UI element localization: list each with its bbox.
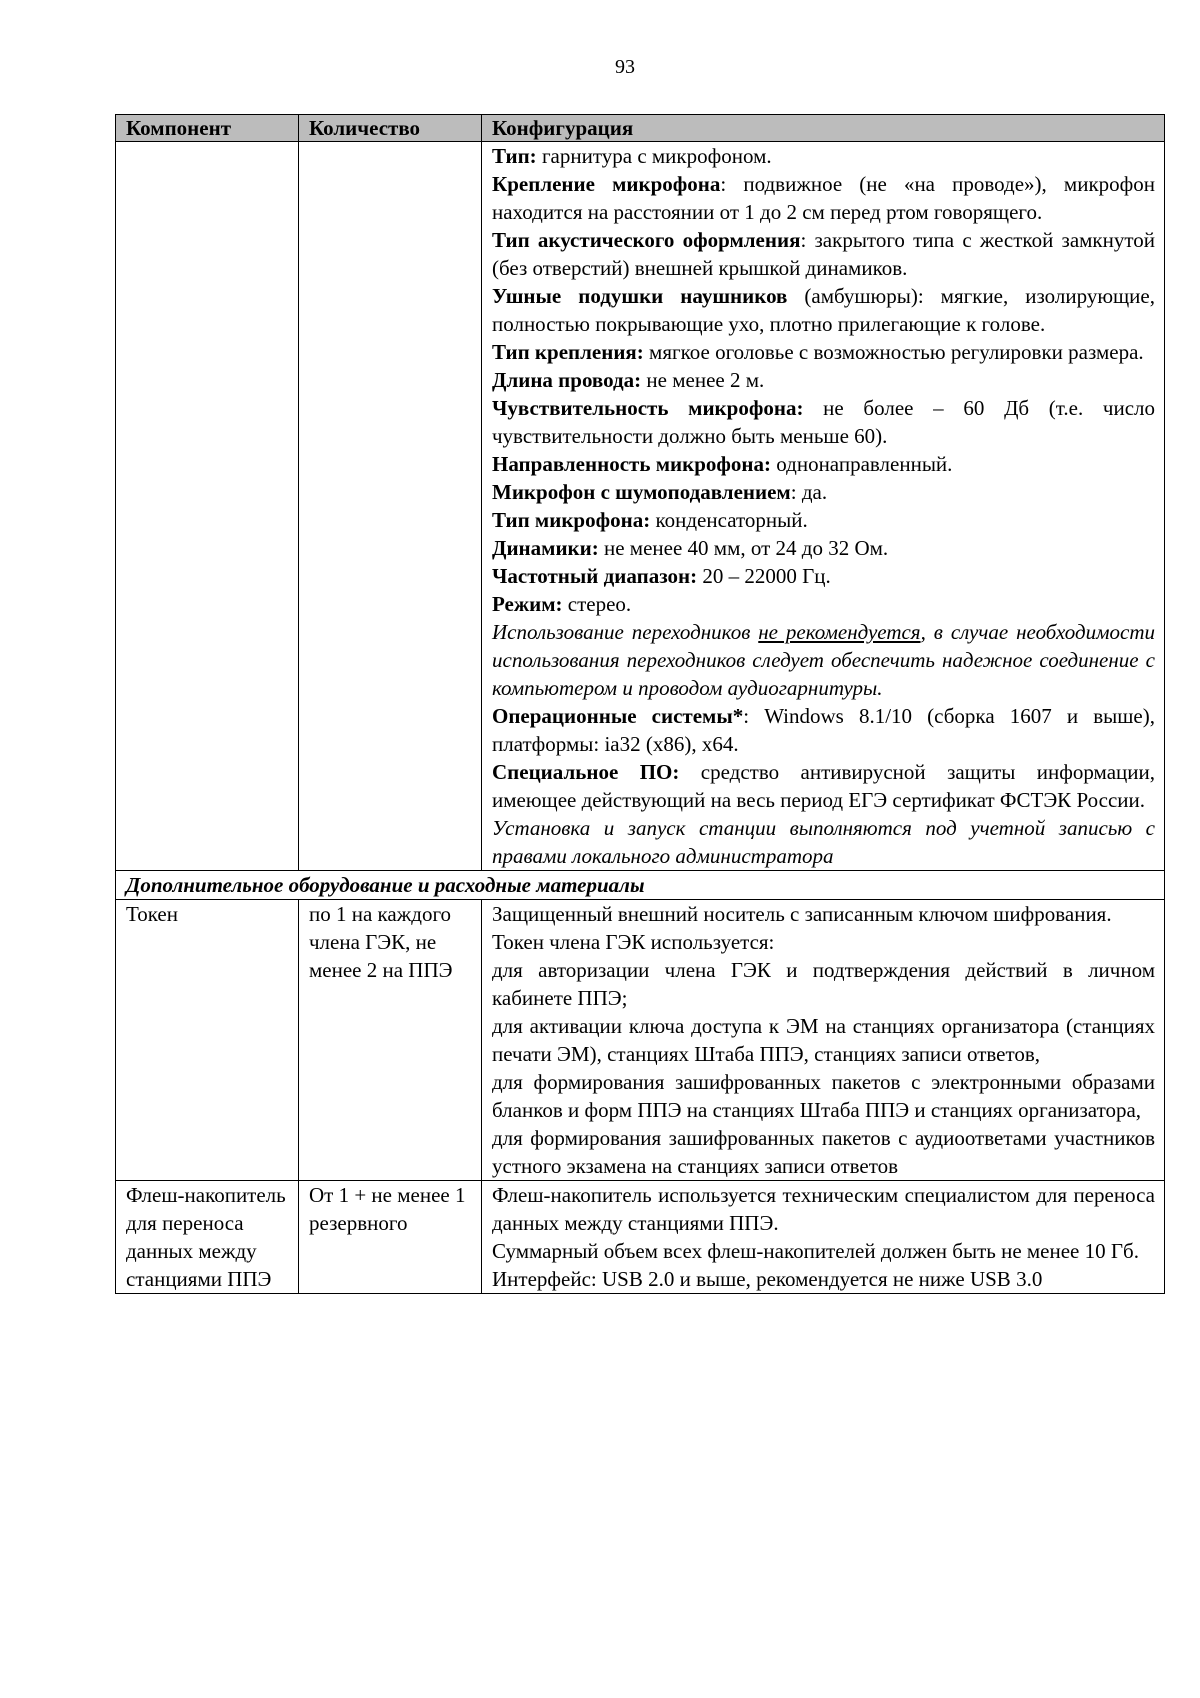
page-number: 93 bbox=[615, 56, 635, 78]
token-config-cell bbox=[482, 900, 1165, 1181]
flash-config-line: Флеш-накопитель используется техническим специалистом для переноса данных между станциями ППЭ. bbox=[492, 1183, 1155, 1235]
headset-spec-text: не более – 60 Дб (т.е. число чувствительности должно быть меньше 60). bbox=[492, 396, 1155, 448]
headset-spec-label: Динамики: bbox=[492, 536, 599, 560]
equipment-spec-table bbox=[115, 114, 1165, 1294]
flash-component: Флеш-накопитель для переноса данных между станциями ППЭ bbox=[116, 1181, 299, 1294]
adapters-note bbox=[492, 618, 1155, 702]
headset-spec-label: Тип крепления: bbox=[492, 340, 644, 364]
headset-spec-label: Частотный диапазон: bbox=[492, 564, 698, 588]
adapters-note-underlined: не рекомендуется bbox=[758, 620, 921, 644]
headset-spec-item bbox=[492, 170, 1155, 226]
os-spec bbox=[492, 702, 1155, 758]
table-header-row bbox=[116, 115, 1165, 142]
headset-spec-item bbox=[492, 450, 1155, 478]
adapters-note-before: Использование переходников bbox=[492, 620, 759, 644]
headset-spec-label: Тип: bbox=[492, 144, 537, 168]
token-component: Токен bbox=[116, 900, 299, 1181]
headset-spec-label: Направленность микрофона: bbox=[492, 452, 771, 476]
os-text: : Windows 8.1/10 (сборка 1607 и выше), платформы: ia32 (x86), x64. bbox=[492, 704, 1155, 756]
software-text: средство антивирусной защиты информации, имеющее действующий на весь период ЕГЭ сертификат ФСТЭК России. bbox=[492, 760, 1155, 812]
token-config-line: для авторизации члена ГЭК и подтверждения действий в личном кабинете ППЭ; bbox=[492, 958, 1155, 1010]
headset-spec-text: конденсаторный. bbox=[650, 508, 808, 532]
headset-spec-text: : подвижное (не «на проводе»), микрофон находится на расстоянии от 1 до 2 см перед ртом говорящего. bbox=[492, 172, 1155, 224]
software-label: Специальное ПО: bbox=[492, 760, 680, 784]
table-row-flash bbox=[116, 1181, 1165, 1294]
flash-quantity: От 1 + не менее 1 резервного bbox=[299, 1181, 482, 1294]
headset-spec-item bbox=[492, 534, 1155, 562]
header-quantity: Количество bbox=[299, 115, 482, 142]
headset-spec-text: : закрытого типа с жесткой замкнутой (без отверстий) внешней крышкой динамиков. bbox=[492, 228, 1156, 280]
headset-spec-text: гарнитура с микрофоном. bbox=[536, 144, 772, 168]
token-config-line: Токен члена ГЭК используется: bbox=[492, 930, 775, 954]
table-row-headset bbox=[116, 142, 1165, 871]
headset-spec-label: Чувствительность микрофона: bbox=[492, 396, 804, 420]
header-component: Компонент bbox=[116, 115, 299, 142]
software-spec bbox=[492, 758, 1155, 814]
headset-spec-label: Микрофон с шумоподавлением bbox=[492, 480, 791, 504]
headset-spec-item bbox=[492, 590, 1155, 618]
headset-spec-label: Режим: bbox=[492, 592, 563, 616]
headset-spec-item bbox=[492, 226, 1155, 282]
install-note: Установка и запуск станции выполняются под учетной записью с правами локального администратора bbox=[492, 816, 1155, 868]
headset-spec-item bbox=[492, 478, 1155, 506]
headset-spec-text: не менее 40 мм, от 24 до 32 Ом. bbox=[598, 536, 889, 560]
headset-config-cell bbox=[482, 142, 1165, 871]
flash-config-line: Интерфейс: USB 2.0 и выше, рекомендуется не ниже USB 3.0 bbox=[492, 1267, 1043, 1291]
headset-spec-label: Ушные подушки наушников bbox=[492, 284, 788, 308]
headset-quantity-cell bbox=[299, 142, 482, 871]
headset-spec-text: : да. bbox=[790, 480, 828, 504]
headset-spec-item bbox=[492, 338, 1155, 366]
headset-spec-label: Тип микрофона: bbox=[492, 508, 651, 532]
adapters-note-after: , в случае необходимости использования переходников следует обеспечить надежное соединение с компьютером и проводом аудиогарнитуры. bbox=[492, 620, 1155, 700]
headset-spec-text: однонаправленный. bbox=[771, 452, 953, 476]
headset-spec-text: 20 – 22000 Гц. bbox=[697, 564, 831, 588]
headset-spec-text: мягкое оголовье с возможностью регулировки размера. bbox=[643, 340, 1144, 364]
headset-spec-item bbox=[492, 366, 1155, 394]
headset-spec-text: стерео. bbox=[562, 592, 632, 616]
header-configuration: Конфигурация bbox=[482, 115, 1165, 142]
token-config-line: для формирования зашифрованных пакетов с аудиоответами участников устного экзамена на станциях записи ответов bbox=[492, 1126, 1155, 1178]
headset-spec-item bbox=[492, 282, 1155, 338]
flash-config-cell bbox=[482, 1181, 1165, 1294]
headset-spec-text: не менее 2 м. bbox=[641, 368, 765, 392]
token-config-line: для формирования зашифрованных пакетов с электронными образами бланков и форм ППЭ на станциях Штаба ППЭ и станциях организатора, bbox=[492, 1070, 1155, 1122]
headset-spec-item bbox=[492, 506, 1155, 534]
token-config-line: для активации ключа доступа к ЭМ на станциях организатора (станциях печати ЭМ), станциях Штаба ППЭ, станциях записи ответов, bbox=[492, 1014, 1155, 1066]
table-row-token bbox=[116, 900, 1165, 1181]
headset-spec-label: Длина провода: bbox=[492, 368, 642, 392]
token-quantity: по 1 на каждого члена ГЭК, не менее 2 на ППЭ bbox=[299, 900, 482, 1181]
headset-spec-text: (амбушюры): мягкие, изолирующие, полностью покрывающие ухо, плотно прилегающие к голове. bbox=[492, 284, 1155, 336]
headset-spec-item bbox=[492, 394, 1155, 450]
headset-component-cell bbox=[116, 142, 299, 871]
os-label: Операционные системы* bbox=[492, 704, 744, 728]
headset-spec-item bbox=[492, 142, 1155, 170]
token-config-line: Защищенный внешний носитель с записанным ключом шифрования. bbox=[492, 902, 1112, 926]
section-row bbox=[116, 871, 1165, 900]
headset-spec-label: Тип акустического оформления bbox=[492, 228, 801, 252]
section-title: Дополнительное оборудование и расходные материалы bbox=[116, 871, 1165, 900]
headset-spec-list bbox=[492, 142, 1155, 618]
headset-spec-label: Крепление микрофона bbox=[492, 172, 721, 196]
headset-spec-item bbox=[492, 562, 1155, 590]
flash-config-line: Суммарный объем всех флеш-накопителей должен быть не менее 10 Гб. bbox=[492, 1239, 1139, 1263]
